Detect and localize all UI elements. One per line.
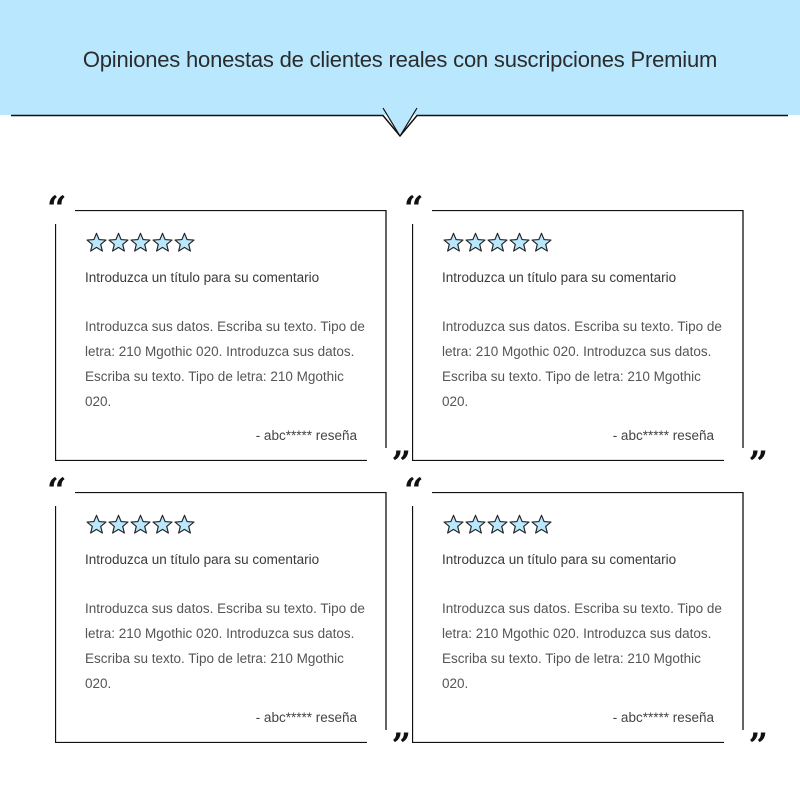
star-icon — [465, 232, 486, 253]
star-icon — [465, 514, 486, 535]
star-icon — [174, 514, 195, 535]
review-title: Introduzca un título para su comentario — [85, 552, 320, 567]
review-title: Introduzca un título para su comentario — [442, 552, 677, 567]
review-card — [404, 471, 768, 766]
review-card — [47, 471, 411, 766]
star-icon — [130, 514, 151, 535]
review-body: Introduzca sus datos. Escriba su texto. Tipo de letra: 210 Mgothic 020. Introduzca sus datos. Escriba su texto. Tipo de letra: 210 Mgothic 020. — [442, 601, 722, 691]
header-divider-pointer — [0, 0, 800, 140]
review-body: Introduzca sus datos. Escriba su texto. Tipo de letra: 210 Mgothic 020. Introduzca sus datos. Escriba su texto. Tipo de letra: 210 Mgothic 020. — [85, 601, 365, 691]
open-quote-icon: “ — [404, 471, 424, 511]
close-quote-icon: ” — [748, 444, 768, 484]
star-icon — [174, 232, 195, 253]
star-icon — [531, 514, 552, 535]
star-icon — [108, 514, 129, 535]
star-icon — [531, 232, 552, 253]
review-body: Introduzca sus datos. Escriba su texto. Tipo de letra: 210 Mgothic 020. Introduzca sus datos. Escriba su texto. Tipo de letra: 210 Mgothic 020. — [442, 319, 722, 409]
review-author: - abc***** reseña — [255, 710, 357, 725]
star-icon — [443, 514, 464, 535]
star-icon — [86, 232, 107, 253]
star-rating — [443, 232, 552, 253]
star-icon — [86, 514, 107, 535]
review-title: Introduzca un título para su comentario — [85, 270, 320, 285]
star-icon — [487, 514, 508, 535]
star-rating — [443, 514, 552, 535]
star-icon — [152, 514, 173, 535]
review-body: Introduzca sus datos. Escriba su texto. Tipo de letra: 210 Mgothic 020. Introduzca sus datos. Escriba su texto. Tipo de letra: 210 Mgothic 020. — [85, 319, 365, 409]
star-icon — [509, 514, 530, 535]
review-title: Introduzca un título para su comentario — [442, 270, 677, 285]
open-quote-icon: “ — [47, 189, 67, 229]
review-author: - abc***** reseña — [255, 428, 357, 443]
review-author: - abc***** reseña — [612, 710, 714, 725]
star-icon — [152, 232, 173, 253]
review-card — [404, 189, 768, 484]
star-icon — [443, 232, 464, 253]
review-card — [47, 189, 411, 484]
star-icon — [108, 232, 129, 253]
open-quote-icon: “ — [47, 471, 67, 511]
open-quote-icon: “ — [404, 189, 424, 229]
star-rating — [86, 514, 195, 535]
close-quote-icon: ” — [391, 444, 411, 484]
star-icon — [130, 232, 151, 253]
star-icon — [487, 232, 508, 253]
close-quote-icon: ” — [391, 726, 411, 766]
page-title: Opiniones honestas de clientes reales con suscripciones Premium — [82, 47, 718, 72]
star-rating — [86, 232, 195, 253]
star-icon — [509, 232, 530, 253]
review-author: - abc***** reseña — [612, 428, 714, 443]
close-quote-icon: ” — [748, 726, 768, 766]
